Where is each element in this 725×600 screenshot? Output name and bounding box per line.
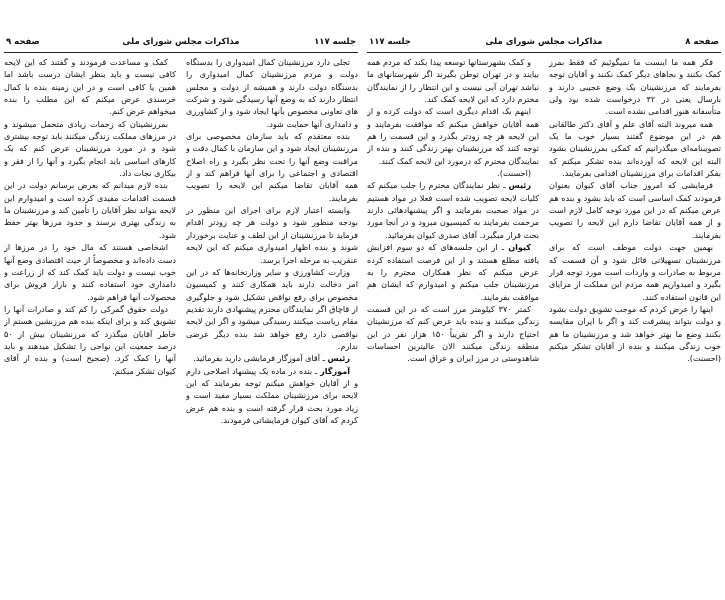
speaker-name: کیوان	[508, 242, 531, 253]
page-header	[4, 34, 358, 53]
paragraph: رئیس ـ آقای آموزگار فرمایشی دارید بفرمائید.	[193, 353, 350, 364]
paragraph: کیوان ـ از این جلسه‌های که دو سوم افزایش یافته مطلع هستند و از این فرصت استفاده کرده عرض میکنم که نظر همکاران محترم را به مرزنشینان جلب میکنم و امیدوارم که ایشان هم موافقت بفرمایند.	[367, 242, 539, 302]
paragraph: وابسته اعتبار لازم برای اجرای این منظور در بودجه منظور شود و دولت هر چه زودتر اقدام فرماید تا مرزنشینان از این لطف و عنایت برخوردار شوند و بنده اظهار امیدواری میکنم که این لایحه عنقریب به مرحله اجرا برسد.	[186, 205, 358, 265]
running-title: مذاکرات مجلس شورای ملی	[485, 37, 603, 47]
paragraph: بهمین جهت دولت موظف است که برای مرزنشینان تسهیلاتی قائل شود و آن قسمت که مربوط به صادرات و واردات است مورد توجه قرار بگیرد و امیدواریم همه مردم این مملکت از مزایای این قانون استفاده کنند.	[549, 242, 721, 302]
paragraph: دولت حقوق گمرکی را کم کند و صادرات آنها را تشویق کند و برای اینکه بنده هم مرزنشین هستم از خاطر آقایان میگذرد که مرزنشینان بیش از ۵۰ درصد جمعیت این نواحی را تشکیل میدهند و باید آنها را کمک کرد. (صحیح است) و بنده از آقای کیوان تشکر میکنم.	[4, 303, 176, 376]
paragraph: بنده لازم میدانم که بعرض برسانم دولت در این قسمت اقدامات مفیدی کرده است و امیدوارم این لایحه بتواند نظر آقایان را تأمین کند و مرزنشینان ما به زندگی بهتری برسند و حدود مرزها بهتر حفظ شود.	[4, 180, 176, 240]
text-column-left	[367, 56, 539, 596]
text-column-right	[549, 56, 721, 596]
paragraph: رئیس ـ نظر نمایندگان محترم را جلب میکنم که کلیات لایحه تصویب شده است فعلا در مواد هستیم در مواد صحبت بفرمایند و اگر پیشنهادهائی دارند مرحمت بفرمایند به کمیسیون میرود و در آنجا مورد بحث قرار میگیرد. آقای صدری کیوان بفرمائید.	[367, 180, 539, 240]
paragraph: بنده معتقدم که باید سازمان مخصوصی برای مرزنشینان ایجاد شود و این سازمان با کمال دقت و مراقبت وضع آنها را تحت نظر بگیرد و راه اصلاح اقتصادی و اجتماعی را برای آنها فراهم کند و از همه آقایان تقاضا میکنم این لایحه را تصویب بفرمایند.	[186, 131, 358, 203]
paragraph: و کمک بشهرستانها توسعه پیدا بکند که مردم همه بیایند و در تهران توطن بگیرند اگر شهرستانهای ما نباشد تهران آبی نیست و این انتظار را از نمایندگان محترم دارد که این لایحه کمک کند.	[367, 57, 539, 105]
speaker-name: آموزگار	[320, 365, 350, 376]
page-number: صفحه ۸	[685, 37, 719, 47]
session-number: جلسه ۱۱۷	[369, 37, 411, 47]
paragraph: اینها را عرض کردم که موجب تشویق دولت بشود و دولت بتواند پیشرفت کند و اگر با ایران مقایسه بکنند وضع ما بهتر خواهد شد و مرزنشینان ما هم خوب زندگی میکنند و بنده از آقایان تشکر میکنم (احسنت).	[549, 303, 721, 364]
paragraph: فرمایشی که امروز جناب آقای کیوان بعنوان فرمودند کمک اساسی است که باید بشود و بنده هم عرض میکنم که در این مورد توجه کامل لازم است و از همه آقایان تقاضا دارم این لایحه را تصویب بفرمایند.	[549, 180, 721, 240]
session-number: جلسه ۱۱۷	[314, 37, 356, 47]
paragraph: وزارت کشاورزی و سایر وزارتخانه‌ها که در این امر دخالت دارند باید همکاری کنند و کمیسیون مخصوص برای رفع نواقص تشکیل شود و جلوگیری از قاچاق اگر نمایندگان محترم پیشنهادی دارند تقدیم مقام ریاست میکنند رسیدگی میشود و اگر این لایحه نواقصی دارد رفع خواهد شد بنده دیگر عرضی ندارم.	[186, 266, 358, 351]
paragraph: کمک و مساعدت فرمودند و گفتند که این لایحه کافی نیست و باید بنظر ایشان درست باشد اما همین یا کافی است و در این زمینه بنده با کمال خرسندی عرض میکنم که این مطلب را بنده میخواهم عرض کنم.	[4, 57, 176, 117]
page-number: صفحه ۹	[6, 37, 40, 47]
text-column-right	[186, 56, 358, 596]
paragraph: اینهم یک اقدام دیگری است که دولت کرده و از همه آقایان خواهش میکنم که موافقت بفرمایند و این لایحه هر چه زودتر بگذرد و این قسمت را هم توجه کنند که مرزنشینان بهتر زندگی کنند و بنده از نمایندگان محترم که درمورد این لایحه کمک کنند.	[367, 106, 539, 166]
speaker-name: رئیس	[508, 180, 531, 191]
page-header	[367, 34, 721, 53]
paragraph: کمتر ۳۷۰ کیلومتر مرز است که در این قسمت زندگی میکنند و بنده باید عرض کنم که مرزنشینان احتیاج دارند و اگر تقریباً ۱۵۰ هزار نفر در این منطقه زندگی میکنند الان عالیترین احساسات شاهدوستی در مرز ایران و عراق است.	[367, 303, 539, 364]
paragraph: (احسنت).	[497, 168, 531, 179]
paragraph: آموزگار ـ بنده در ماده یک پیشنهاد اصلاحی دارم و از آقایان خواهش میکنم توجه بفرمایند که این لایحه برای مرزنشینان مملکت بسیار مفید است و زیاد مورد بحث قرار گرفته است و بنده هم عرض کردم که آقای کیوان فرمایشاتی فرمودند.	[186, 365, 358, 425]
right-page	[367, 34, 721, 596]
paragraph: تجلی دارد مرزنشینان کمال امیدواری را بدستگاه دولت و مردم مرزنشینان کمال امیدواری را بدستگاه دولت دارند و همیشه از دولت و مجلس انتظار دارند که به وضع آنها رسیدگی شود و شرکت های تعاونی مخصوص بآنها ایجاد شود و از کشاورزی و دامداری آنها حمایت شود.	[186, 57, 358, 129]
paragraph: همه میروند البته آقای علم و آقای دکتر طالقانی هم در این موضوع گفتند بسیار خوب ما یک تصویبنامه‌ای میگذرانیم که کمکی بمرزنشینان بشود البته این لایحه که آورده‌اند بنده تشکر میکنم که بفکر اقدامات برای مرزنشینان اقدامی بفرمایند.	[549, 118, 721, 179]
paragraph: اشخاصی هستند که مال خود را در مرزها از دست داده‌اند و مخصوصاً از حیث اقتصادی وضع آنها خوب نیست و دولت باید کمک کند که از زراعت و دامداری خود استفاده کنند و بازار فروش برای محصولات آنها فراهم شود.	[4, 242, 176, 302]
text-column-left	[4, 56, 176, 596]
paragraph: بمرزنشینان که زحمات زیادی متحمل میشوند و در مرزهای مملکت زندگی میکنند باید توجه بیشتری شود و در مورد مرزنشینان عرض کنم که یک کارهای اساسی باید انجام بگیرد و آنها را از فقر و بیکاری نجات داد.	[4, 118, 176, 179]
paragraph: فکر همه ما اینست ما نمیگوئیم که فقط بمرز کمک بکنند و بجاهای دیگر کمک نکنند و آقایان توجه بفرمایند که مرزنشینان یک وضع عجیبی دارند و بارسال یعنی در ۴۲ درخواست شده بود ولی متأسفانه هنوز اقدامی نشده است.	[549, 57, 721, 117]
left-page	[4, 34, 358, 596]
running-title: مذاکرات مجلس شورای ملی	[122, 37, 240, 47]
speaker-name: رئیس	[327, 353, 350, 364]
